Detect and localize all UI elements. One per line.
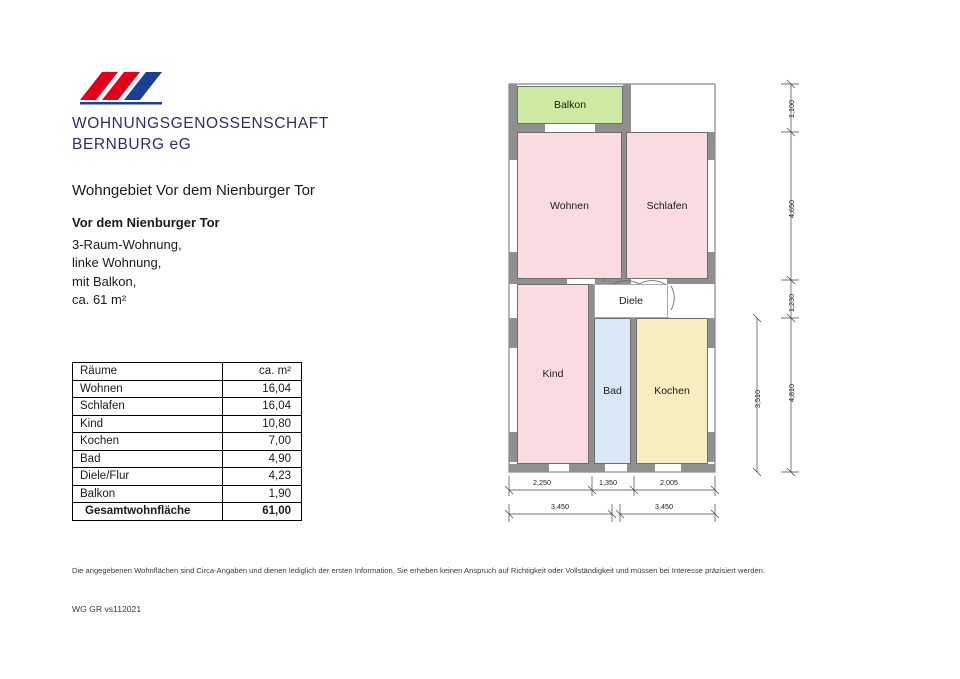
description-line-0: 3-Raum-Wohnung, [72,237,182,252]
room-area: 4,23 [223,468,302,486]
room-kind [517,284,589,464]
description-block [72,215,220,310]
room-label-kochen: Kochen [654,385,690,397]
logo-line-1: WOHNUNGSGENOSSENSCHAFT [72,115,329,132]
logo-line-2: BERNBURG eG [72,135,192,153]
room-name: Bad [73,450,223,468]
table-row [73,398,302,416]
room-area: 1,90 [223,485,302,503]
room-name: Schlafen [73,398,223,416]
room-wohnen [517,132,622,279]
room-diele [594,284,668,318]
room-area: 16,04 [223,398,302,416]
table-header-row [73,363,302,381]
description-line-1: linke Wohnung, [72,255,162,271]
dim-right-outer-1: 4,650 [787,200,796,218]
room-label-diele: Diele [619,295,643,307]
table-row [73,468,302,486]
table-row [73,380,302,398]
floorplan-drawing [495,72,815,522]
room-area: 4,90 [223,450,302,468]
total-label: Gesamtwohnfläche [73,503,223,521]
room-label-bad: Bad [603,385,622,397]
room-kochen [636,318,708,464]
dim-bottom-inner-1: 1,350 [599,478,617,487]
table-header-rooms: Räume [73,363,223,381]
room-area: 16,04 [223,380,302,398]
room-schlafen [626,132,708,279]
company-logo-block [72,66,402,156]
dim-right-outer-3: 4,810 [787,384,796,402]
dim-right-inner-0: 3,510 [753,390,762,408]
table-row [73,415,302,433]
wg-bernburg-logo-icon [72,66,188,106]
table-total-row [73,503,302,521]
room-label-schlafen: Schlafen [646,199,688,212]
room-name: Diele/Flur [73,468,223,486]
room-area: 7,00 [223,433,302,451]
room-name: Kind [73,415,223,433]
page-title: Wohngebiet Vor dem Nienburger Tor [72,182,315,199]
document-reference: WG GR vs112021 [72,604,142,614]
description-line-3: ca. 61 m² [72,292,127,308]
dim-bottom-inner-2: 2,005 [660,478,678,487]
room-label-kind: Kind [542,368,564,380]
description-title: Vor dem Nienburger Tor [72,215,220,230]
room-label-balkon: Balkon [553,99,587,111]
table-row [73,433,302,451]
dim-bottom-outer-1: 3,450 [655,502,673,511]
room-area-table [72,362,302,521]
dim-right-outer-0: 1,100 [787,100,796,118]
table-header-area: ca. m² [223,363,302,381]
disclaimer-text: Die angegebenen Wohnflächen sind Circa-Angaben und dienen lediglich der ersten Information. Sie erheben keinen Anspruch auf Richtigkeit oder Vollständigkeit und müssen bei Interesse präzisiert werden. [72,566,766,575]
room-balkon [517,86,623,124]
description-line-2: mit Balkon, [72,273,137,289]
dim-bottom-inner-0: 2,250 [533,478,551,487]
room-label-wohnen: Wohnen [550,199,589,212]
room-name: Balkon [73,485,223,503]
total-area: 61,00 [223,503,302,521]
table-row [73,485,302,503]
room-name: Wohnen [73,380,223,398]
logo-wordmark [72,114,402,156]
table-row [73,450,302,468]
room-name: Kochen [73,433,223,451]
dim-right-outer-2: 1,230 [787,294,796,312]
dim-bottom-outer-0: 3,450 [551,502,569,511]
room-area: 10,80 [223,415,302,433]
room-bad [594,318,631,464]
